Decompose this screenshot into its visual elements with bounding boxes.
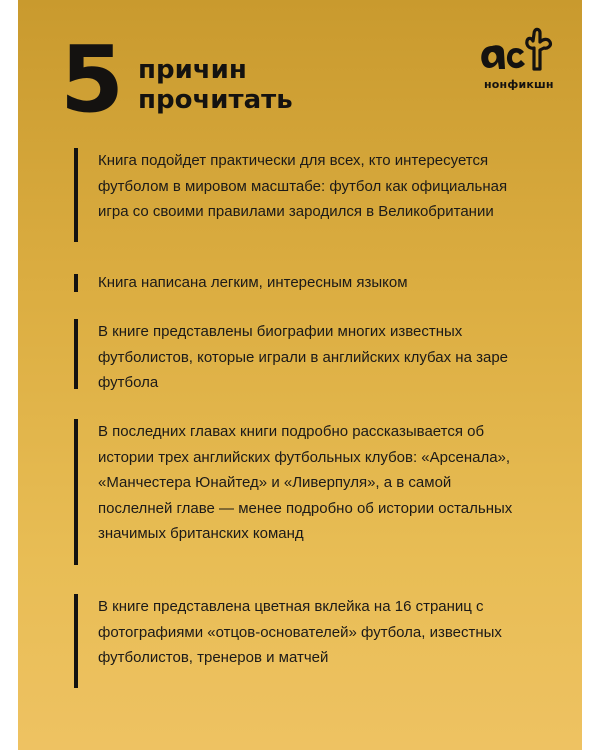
ast-logo-icon [476,22,566,80]
reason-bar [74,274,78,292]
title-line-1: причин [138,55,247,85]
reason-item [74,270,504,294]
reason-bar [74,148,78,242]
big-number: 5 [60,26,125,133]
title-line-2: прочитать [138,85,293,115]
reason-bar [74,319,78,389]
reason-text: В книге представлена цветная вклейка на 16 страниц с фотографиями «отцов-основателей» футбола, известных футболистов, тренеров и матчей [98,598,502,666]
page-title [138,55,293,115]
reason-text: Книга написана легким, интересным языком [98,274,408,291]
reason-item [74,594,504,690]
reason-item [74,419,513,567]
reason-text: Книга подойдет практически для всех, кто интересуется футболом в мировом масштабе: футбол как официальная игра со своими правилами зародился в Великобритании [98,152,508,220]
publisher-logo [476,22,566,94]
reason-bar [74,594,78,688]
reason-bar [74,419,78,565]
reason-item [74,148,508,244]
reason-text: В книге представлены биографии многих известных футболистов, которые играли в английских клубах на заре футбола [98,323,509,391]
logo-subtitle: нонфикшн [484,78,554,91]
reason-text: В последних главах книги подробно рассказывается об истории трех английских футбольных клубов: «Арсенала», «Манчестера Юнайтед» и «Ливерпуля», а в самой послелней главе — менее подробно об истории остальных значимых британских команд [98,423,513,542]
reason-item [74,319,509,391]
promo-card [18,0,582,750]
